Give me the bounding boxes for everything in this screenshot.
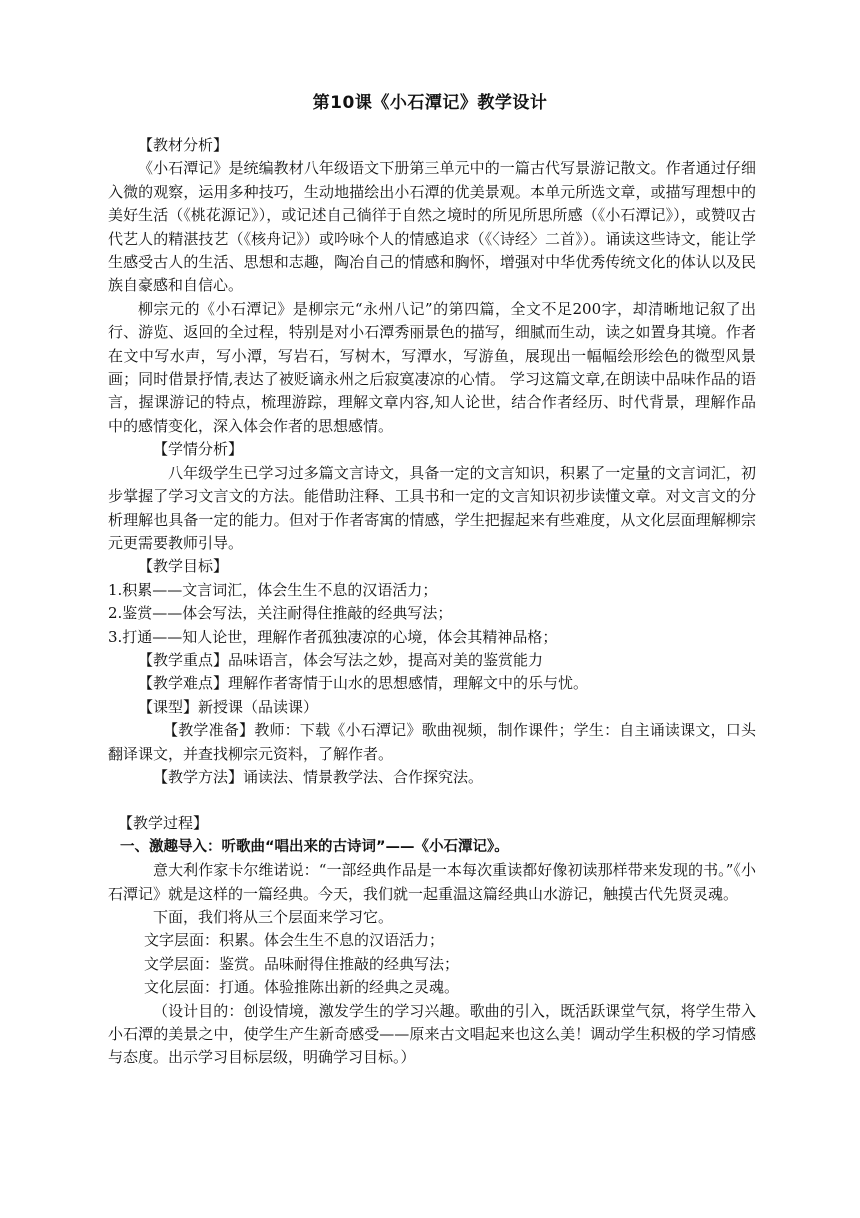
intro-paragraph-2: 下面，我们将从三个层面来学习它。: [153, 908, 394, 926]
teaching-method: 【教学方法】诵读法、情景教学法、合作探究法。: [153, 767, 484, 786]
preparation: 【教学准备】教师：下载《小石潭记》歌曲视频，制作课件；学生：自主诵读课文，口头翻译课文，并查找柳宗元资料，了解作者。: [108, 721, 756, 763]
learner-heading: 【学情分析】: [153, 440, 244, 459]
layer-item-1: 文字层面：积累。体会生生不息的汉语活力；: [144, 931, 445, 950]
goals-heading: 【教学目标】: [138, 557, 229, 576]
layer-item-2: 文学层面：鉴赏。品味耐得住推敲的经典写法；: [144, 954, 460, 973]
key-point: 【教学重点】品味语言，体会写法之妙，提高对美的鉴赏能力: [138, 650, 544, 669]
analysis-paragraph-1: 《小石潭记》是统编教材八年级语文下册第三单元中的一篇古代写景游记散文。作者通过仔细入微的观察，运用多种技巧，生动地描绘出小石潭的优美景观。本单元所选文章，或描写理想中的美好生活（《桃花源记》），或记述自己徜徉于自然之境时的所见所思所感（《小石潭记》），或赞叹古代艺人的精湛技艺（《核舟记》）或吟咏个人的情感追求（《〈诗经〉二首》）。诵读这些诗文，能让学生感受古人的生活、思想和志趣，陶冶自己的情感和胸怀，增强对中华优秀传统文化的体认以及民族自豪感和自信心。: [108, 159, 756, 295]
difficulty: 【教学难点】理解作者寄情于山水的思想感情，理解文中的乐与忧。: [138, 674, 589, 693]
goal-item-2: 2.鉴赏——体会写法，关注耐得住推敲的经典写法；: [108, 604, 453, 623]
layer-item-3: 文化层面：打通。体验推陈出新的经典之灵魂。: [144, 978, 460, 997]
document-body: [108, 134, 756, 1070]
section-1-heading: 一、激趣导入：听歌曲“唱出来的古诗词”——《小石潭记》。: [120, 838, 509, 855]
spacer: [108, 789, 756, 812]
learner-paragraph: 八年级学生已学习过多篇文言诗文，具备一定的文言知识，积累了一定量的文言词汇，初步掌握了学习文言文的方法。能借助注释、工具书和一定的文言知识初步读懂文章。对文言文的分析理解也具备一定的能力。但对于作者寄寓的情感，学生把握起来有些难度，从文化层面理解柳宗元更需要教师引导。: [108, 463, 756, 552]
goal-item-3: 3.打通——知人论世，理解作者孤独凄凉的心境，体会其精神品格；: [108, 627, 558, 646]
lesson-type: 【课型】新授课（品读课）: [138, 697, 319, 716]
process-heading: 【教学过程】: [118, 814, 209, 833]
design-note: （设计目的：创设情境，激发学生的学习兴趣。歌曲的引入，既活跃课堂气氛，将学生带入小石潭的美景之中，使学生产生新奇感受——原来古文唱起来也这么美！调动学生积极的学习情感与态度。出示学习目标层级，明确学习目标。）: [108, 1001, 756, 1067]
analysis-heading: 【教材分析】: [138, 136, 229, 154]
goal-item-1: 1.积累——文言词汇，体会生生不息的汉语活力；: [108, 580, 438, 599]
intro-paragraph-1: 意大利作家卡尔维诺说：“一部经典作品是一本每次重读都好像初读那样带来发现的书。”《小石潭记》就是这样的一篇经典。今天，我们就一起重温这篇经典山水游记，触摸古代先贤灵魂。: [108, 861, 756, 903]
analysis-paragraph-2: 柳宗元的《小石潭记》是柳宗元“永州八记”的第四篇，全文不足200字，却清晰地记叙了出行、游览、返回的全过程，特别是对小石潭秀丽景色的描写，细腻而生动，读之如置身其境。作者在文中写水声，写小潭，写岩石，写树木，写潭水，写游鱼，展现出一幅幅绘形绘色的微型风景画；同时借景抒情,表达了被贬谪永州之后寂寞凄凉的心情。 学习这篇文章,在朗读中品味作品的语言，握课游记的特点，梳理游踪，理解文章内容,知人论世，结合作者经历、时代背景，理解作品中的感情变化，深入体会作者的思想感情。: [108, 299, 756, 435]
document-title: 第10课《小石潭记》教学设计: [312, 93, 548, 113]
